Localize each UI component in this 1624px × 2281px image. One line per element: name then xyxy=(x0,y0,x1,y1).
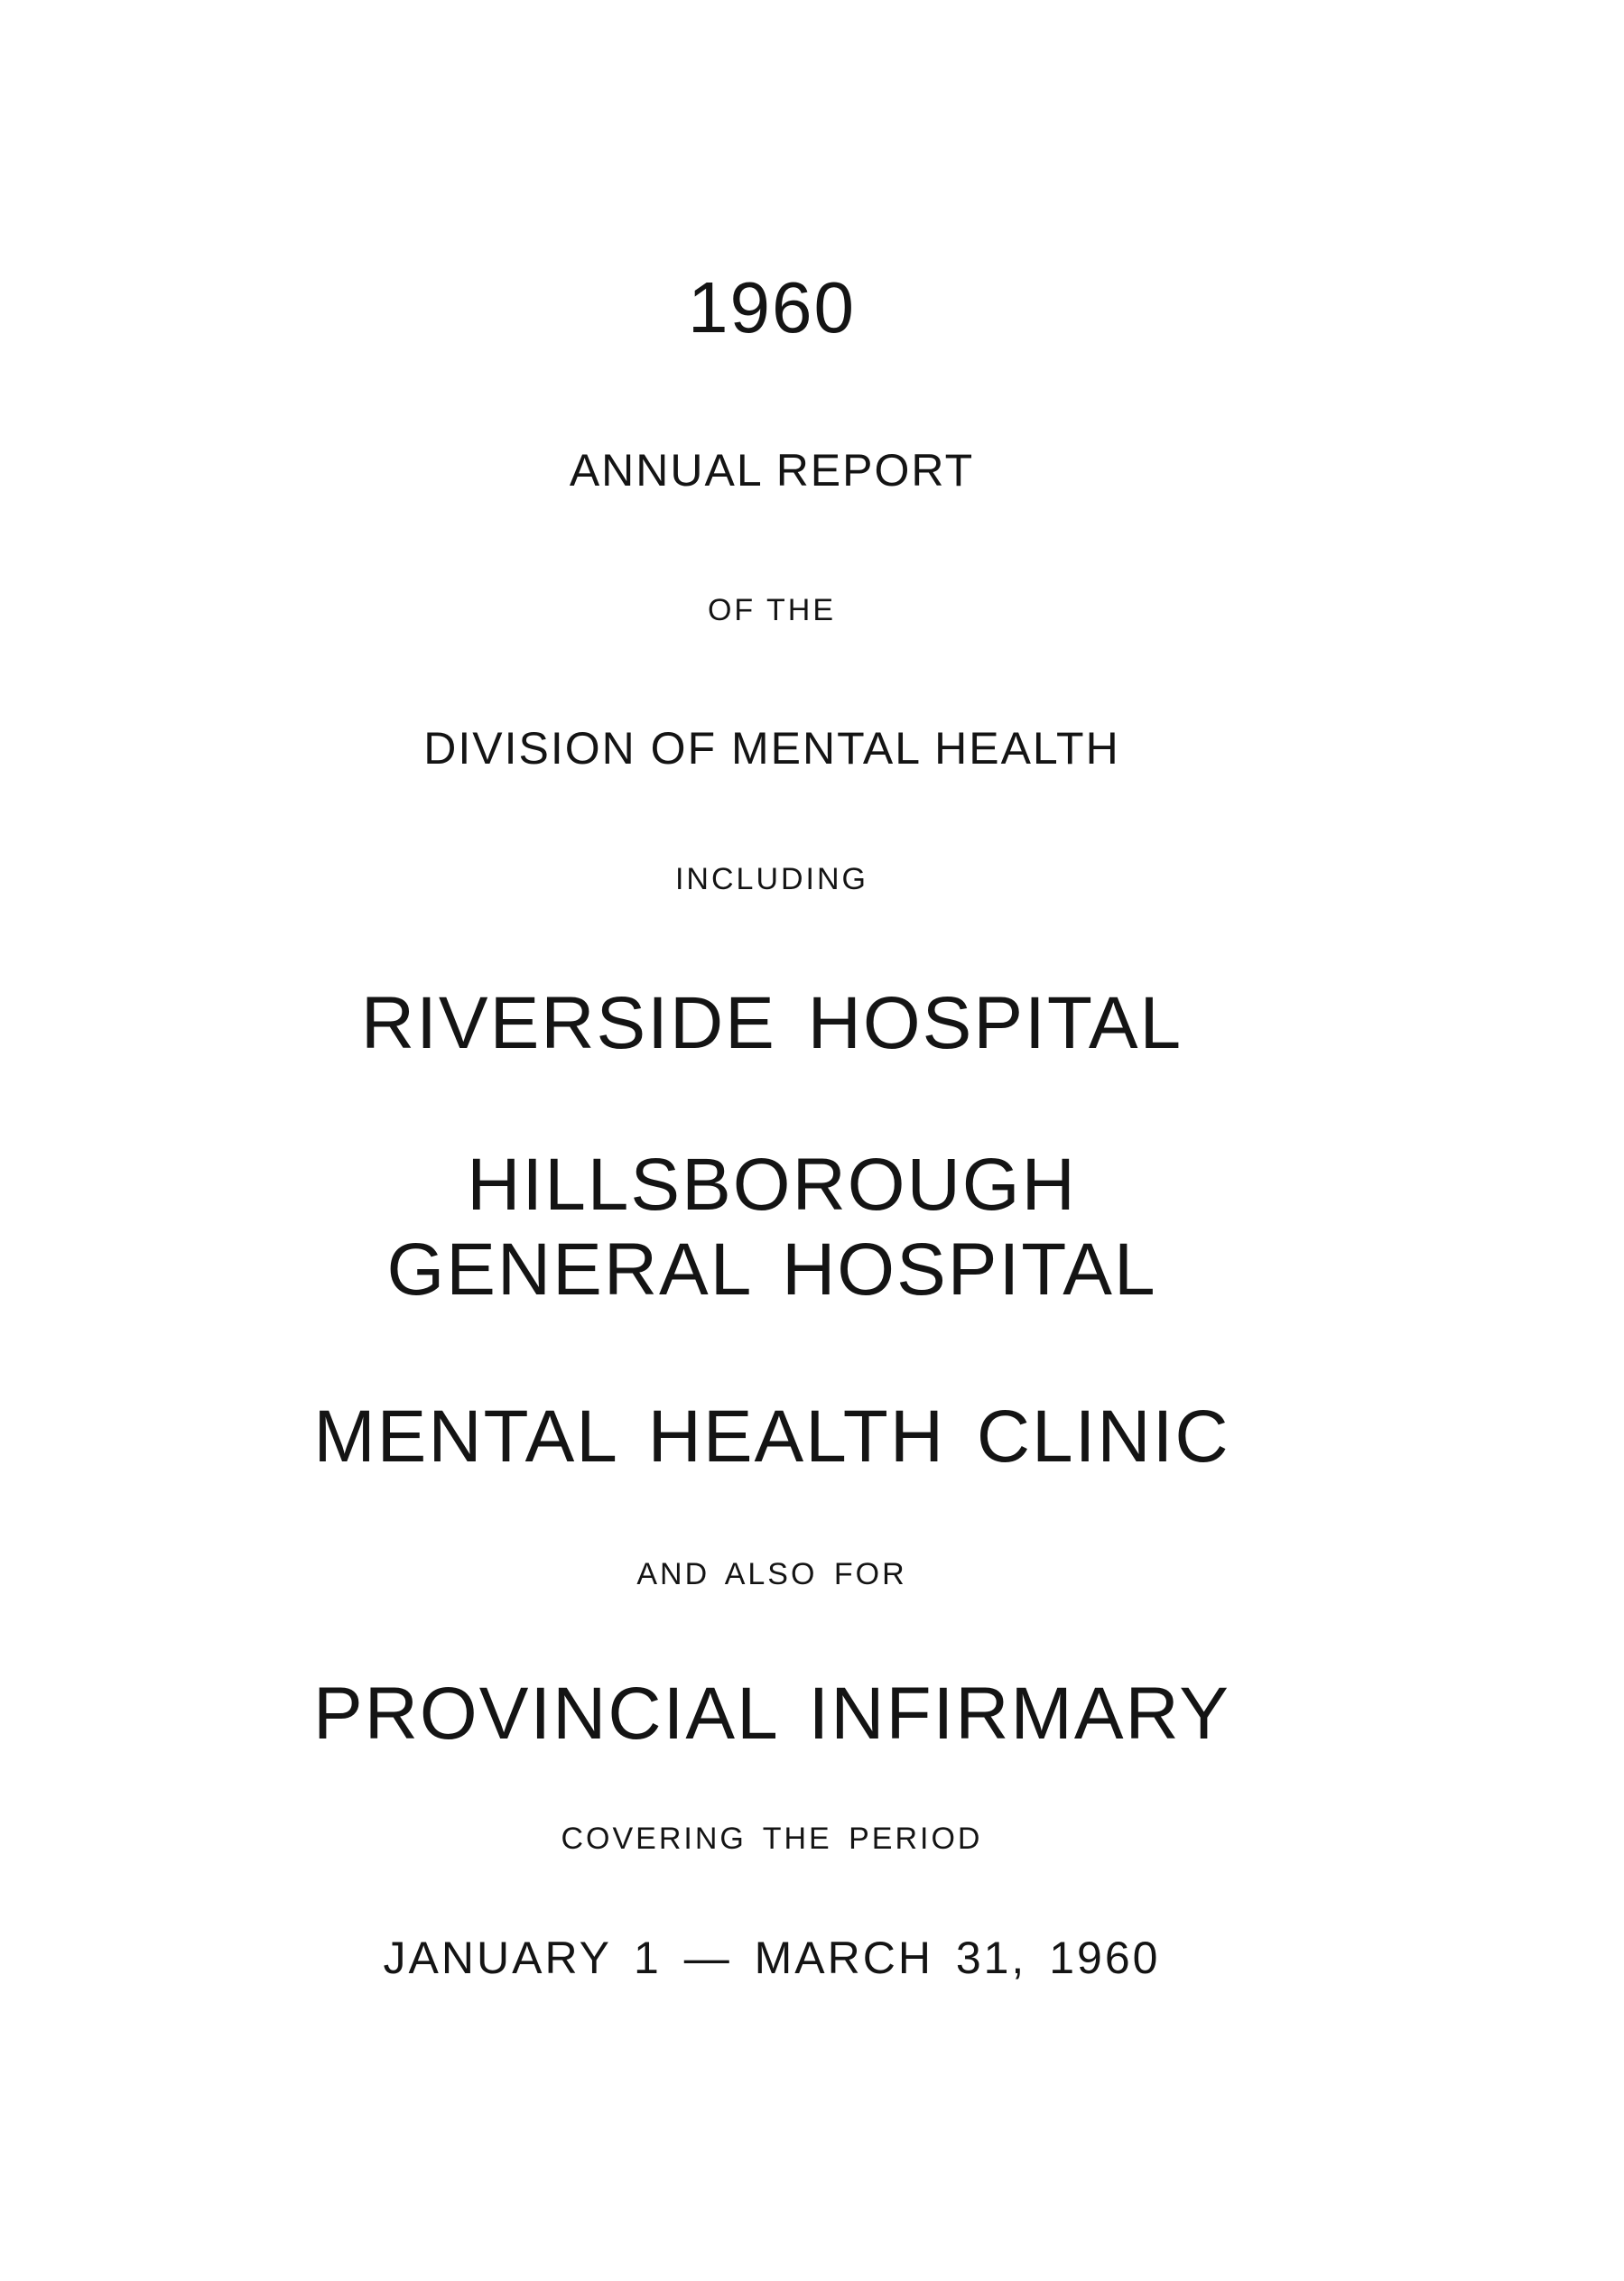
institution-mental-health-clinic: MENTAL HEALTH CLINIC xyxy=(313,1395,1230,1478)
of-the-text: OF THE xyxy=(707,593,837,627)
division-name: DIVISION OF MENTAL HEALTH xyxy=(423,723,1120,774)
including-text: INCLUDING xyxy=(674,862,869,896)
covering-period-text: COVERING THE PERIOD xyxy=(561,1822,983,1856)
institution-hillsborough-line2: GENERAL HOSPITAL xyxy=(386,1229,1157,1311)
institution-riverside-hospital: RIVERSIDE HOSPITAL xyxy=(360,982,1183,1064)
institution-hillsborough-line1: HILLSBOROUGH xyxy=(467,1144,1077,1226)
report-period: JANUARY 1 — MARCH 31, 1960 xyxy=(383,1933,1161,1983)
institution-provincial-infirmary: PROVINCIAL INFIRMARY xyxy=(313,1673,1230,1755)
annual-report-heading: ANNUAL REPORT xyxy=(569,445,975,496)
and-also-for-text: AND ALSO FOR xyxy=(636,1557,907,1591)
report-year: 1960 xyxy=(688,267,856,348)
